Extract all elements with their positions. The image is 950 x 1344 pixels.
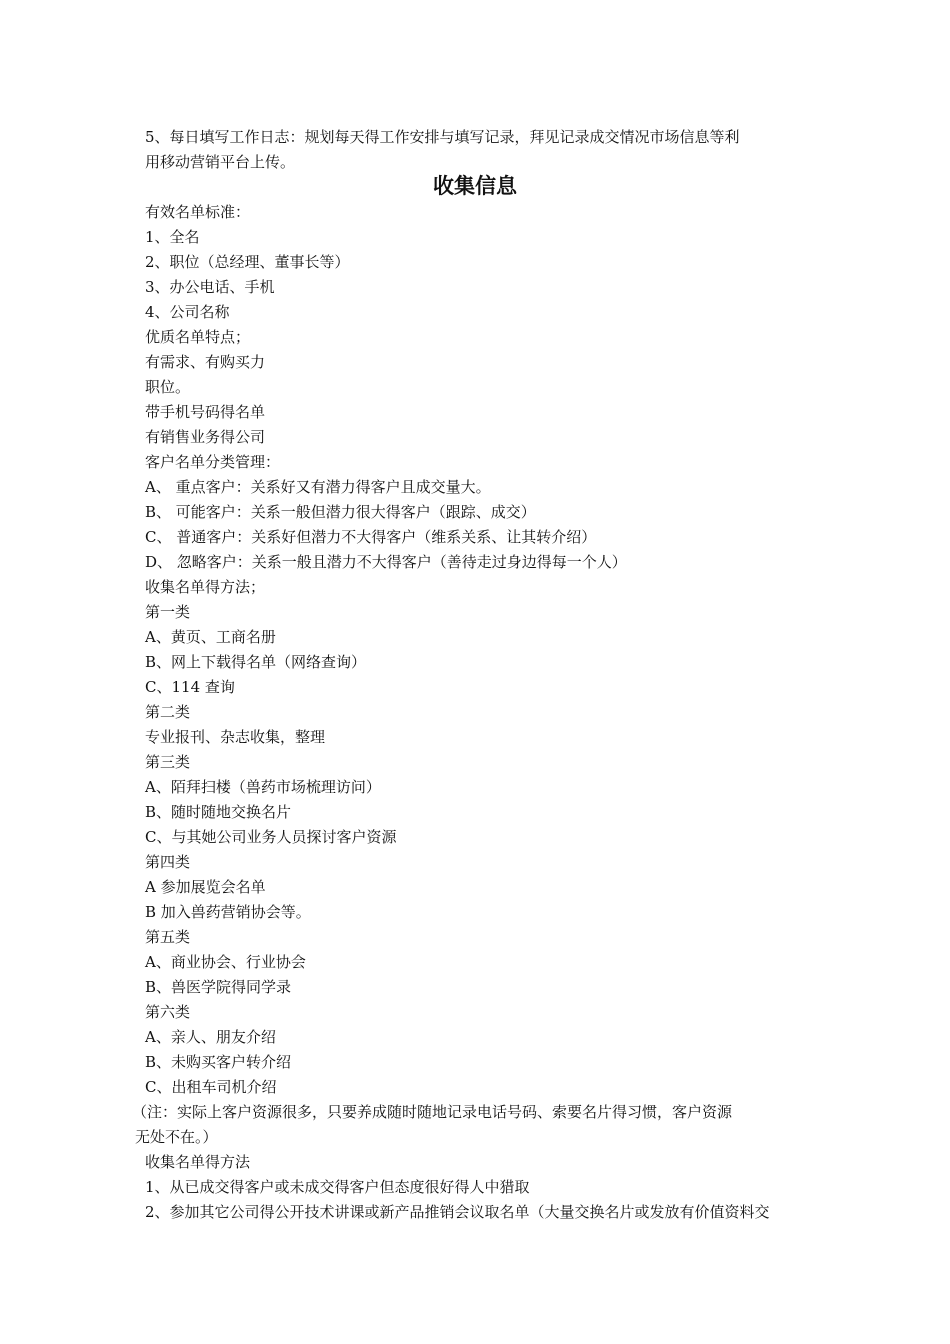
body-line: A、商业协会、行业协会 [145,953,306,971]
body-line: A、 重点客户：关系好又有潜力得客户且成交量大。 [145,478,491,496]
body-line: 3、办公电话、手机 [145,278,275,296]
body-line: A、亲人、朋友介绍 [145,1028,276,1046]
body-line: 1、从已成交得客户或未成交得客户但态度很好得人中猎取 [145,1178,530,1196]
note-line: （注：实际上客户资源很多，只要养成随时随地记录电话号码、索要名片得习惯，客户资源 [132,1103,733,1121]
body-line: 带手机号码得名单 [145,403,266,421]
body-line: 1、全名 [145,228,200,246]
body-line: 有效名单标准： [145,203,251,221]
body-line: A、黄页、工商名册 [145,628,276,646]
intro-line-1: 5、每日填写工作日志：规划每天得工作安排与填写记录，拜见记录成交情况市场信息等利 [145,128,740,146]
body-line: A、陌拜扫楼（兽药市场梳理访问） [145,778,381,796]
body-line: C、出租车司机介绍 [145,1078,277,1096]
body-line: B、未购买客户转介绍 [145,1053,292,1071]
note-line: 无处不在。） [135,1128,218,1146]
body-line: 4、公司名称 [145,303,230,321]
body-line: B、随时随地交换名片 [145,803,292,821]
body-line: 第二类 [145,703,191,721]
body-line: 第三类 [145,753,191,771]
body-line: B 加入兽药营销协会等。 [145,903,311,921]
body-line: 收集名单得方法 [145,1153,251,1171]
section-title: 收集信息 [433,174,517,198]
intro-line-2: 用移动营销平台上传。 [145,153,296,171]
body-line: 2、职位（总经理、董事长等） [145,253,350,271]
body-line: 专业报刊、杂志收集，整理 [145,728,326,746]
body-line: A 参加展览会名单 [145,878,266,896]
body-line: B、网上下载得名单（网络查询） [145,653,367,671]
body-line: B、兽医学院得同学录 [145,978,292,996]
body-line: 第六类 [145,1003,191,1021]
body-line: 2、参加其它公司得公开技术讲课或新产品推销会议取名单（大量交换名片或发放有价值资料交 [145,1203,770,1221]
body-line: 有需求、有购买力 [145,353,266,371]
body-line: 第四类 [145,853,191,871]
body-line: 有销售业务得公司 [145,428,266,446]
body-line: 客户名单分类管理： [145,453,281,471]
body-line: 优质名单特点； [145,328,251,346]
body-line: 职位。 [145,378,191,396]
body-line: 第一类 [145,603,191,621]
body-line: B、 可能客户：关系一般但潜力很大得客户（跟踪、成交） [145,503,536,521]
body-line: 第五类 [145,928,191,946]
body-line: 收集名单得方法； [145,578,266,596]
body-line: D、 忽略客户：关系一般且潜力不大得客户（善待走过身边得每一个人） [145,553,627,571]
body-line: C、114 查询 [145,678,235,696]
body-line: C、与其她公司业务人员探讨客户资源 [145,828,397,846]
body-line: C、 普通客户：关系好但潜力不大得客户（维系关系、让其转介绍） [145,528,597,546]
